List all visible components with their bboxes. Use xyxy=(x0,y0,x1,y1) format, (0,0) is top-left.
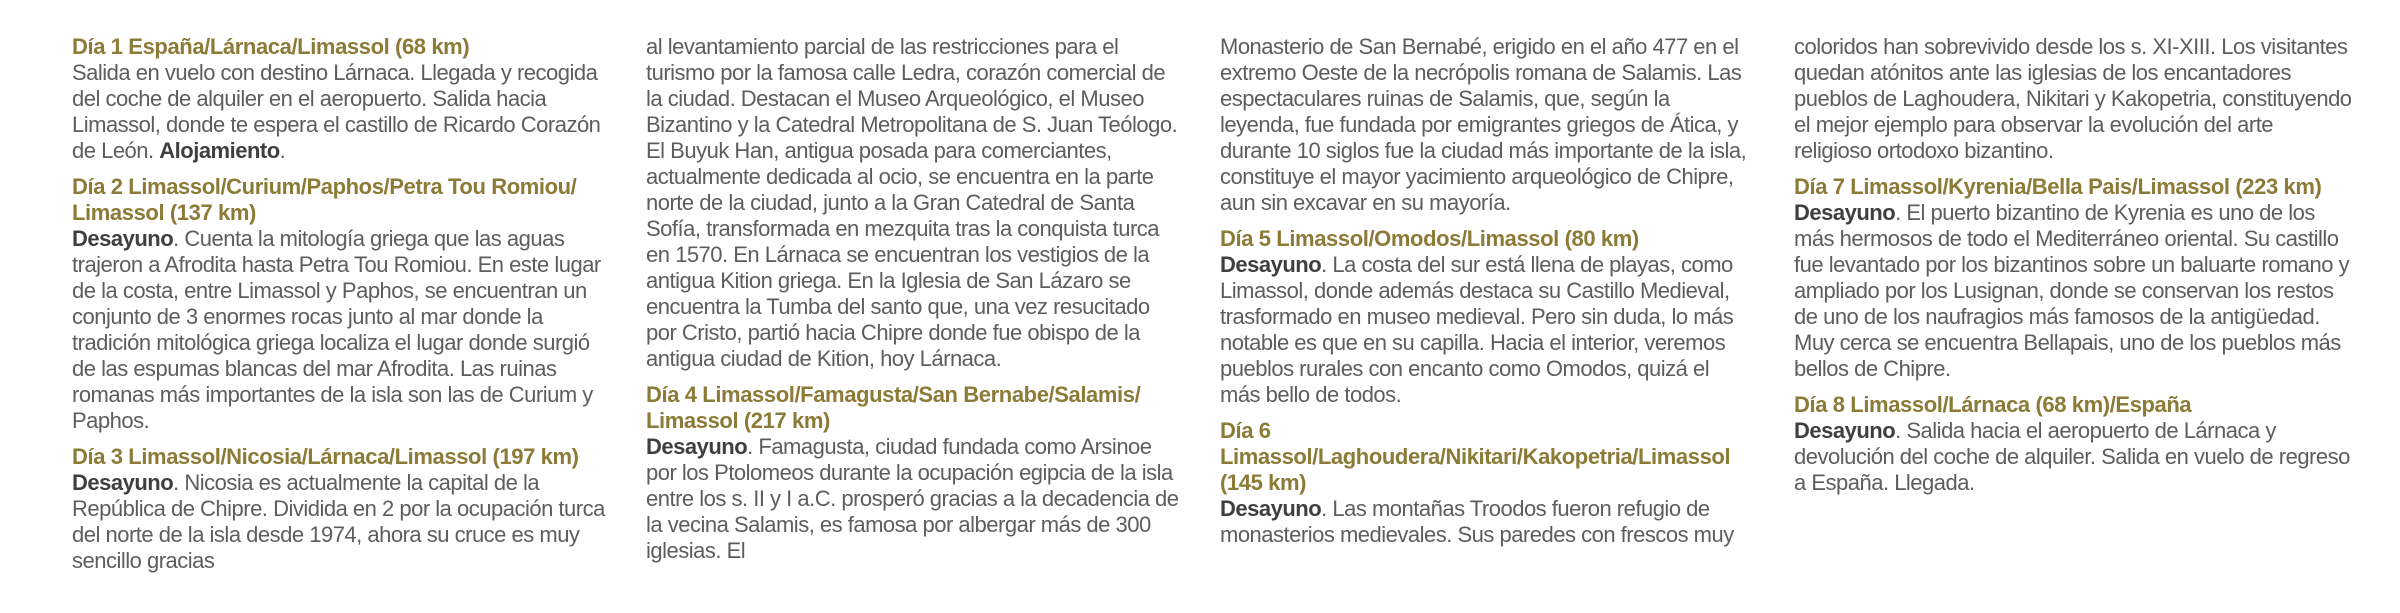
day-2-title: Día 2 Limassol/Curium/Paphos/Petra Tou Romiou/ Limassol (137 km) xyxy=(72,174,577,225)
day-1-accommodation: Alojamiento xyxy=(159,138,280,163)
day-1-body: Salida en vuelo con destino Lárnaca. Llegada y recogida del coche de alquiler en el aeropuerto. Salida hacia Limassol, donde te espera el castillo de Ricardo Corazón de León. xyxy=(72,60,601,163)
day-7-title: Día 7 Limassol/Kyrenia/Bella Pais/Limassol (223 km) xyxy=(1794,174,2322,199)
day-1-block xyxy=(72,34,606,164)
day-4-continued-text: Monasterio de San Bernabé, erigido en el año 477 en el extremo Oeste de la necrópolis romana de Salamis. Las espectaculares ruinas de Salamis, que, según la leyenda, fue fundada por emigrantes griegos de Ática, y durante 10 siglos fue la ciudad más importante de la isla, constituye el mayor yacimiento arqueológico de Chipre, aun sin excavar en su mayoría. xyxy=(1220,34,1747,215)
column-2 xyxy=(646,34,1180,613)
day-5-meal: Desayuno xyxy=(1220,252,1322,277)
day-4-title: Día 4 Limassol/Famagusta/San Bernabe/Salamis/ Limassol (217 km) xyxy=(646,382,1141,433)
day-1-title: Día 1 España/Lárnaca/Limassol (68 km) xyxy=(72,34,470,59)
day-3-block xyxy=(72,444,606,574)
day-5-text xyxy=(1220,252,1754,408)
day-8-block xyxy=(1794,392,2354,496)
day-4-body: . Famagusta, ciudad fundada como Arsinoe por los Ptolomeos durante la ocupación egipcia de la isla entre los s. II y I a.C. prosperó gracias a la decadencia de la vecina Salamis, es famosa por albergar más de 300 iglesias. El xyxy=(646,434,1179,563)
day-4-meal: Desayuno xyxy=(646,434,748,459)
day-1-text xyxy=(72,60,606,164)
day-3-body: . Nicosia es actualmente la capital de la República de Chipre. Dividida en 2 por la ocupación turca del norte de la isla desde 1974, ahora su cruce es muy sencillo gracias xyxy=(72,470,605,573)
day-8-text xyxy=(1794,418,2354,496)
column-3 xyxy=(1220,34,1754,613)
day-6-continued-block xyxy=(1794,34,2354,164)
column-1 xyxy=(72,34,606,613)
day-2-text xyxy=(72,226,606,434)
day-4-block xyxy=(646,382,1180,564)
day-2-meal: Desayuno xyxy=(72,226,174,251)
day-3-continued-block xyxy=(646,34,1180,372)
day-5-block xyxy=(1220,226,1754,408)
day-3-meal: Desayuno xyxy=(72,470,174,495)
day-3-continued-text: al levantamiento parcial de las restricciones para el turismo por la famosa calle Ledra, corazón comercial de la ciudad. Destacan el Museo Arqueológico, el Museo Bizantino y la Catedral Metropolitana de S. Juan Teólogo. El Buyuk Han, antigua posada para comerciantes, actualmente dedicada al ocio, se encuentra en la parte norte de la ciudad, junto a la Gran Catedral de Santa Sofía, transformada en mezquita tras la conquista turca en 1570. En Lárnaca se encuentran los vestigios de la antigua Kition griega. En la Iglesia de San Lázaro se encuentra la Tumba del santo que, una vez resucitado por Cristo, partió hacia Chipre donde fue obispo de la antigua ciudad de Kition, hoy Lárnaca. xyxy=(646,34,1178,371)
day-1-tail: . xyxy=(279,138,286,163)
day-5-title: Día 5 Limassol/Omodos/Limassol (80 km) xyxy=(1220,226,1639,251)
day-7-text xyxy=(1794,200,2354,382)
day-8-meal: Desayuno xyxy=(1794,418,1896,443)
day-6-meal: Desayuno xyxy=(1220,496,1322,521)
day-7-block xyxy=(1794,174,2354,382)
day-7-meal: Desayuno xyxy=(1794,200,1896,225)
day-6-body: . Las montañas Troodos fueron refugio de monasterios medievales. Sus paredes con frescos muy xyxy=(1220,496,1734,547)
day-3-text xyxy=(72,470,606,574)
day-6-text xyxy=(1220,496,1754,548)
day-8-body: . Salida hacia el aeropuerto de Lárnaca y devolución del coche de alquiler. Salida en vuelo de regreso a España. Llegada. xyxy=(1794,418,2350,495)
day-4-text xyxy=(646,434,1180,564)
day-6-continued-text: coloridos han sobrevivido desde los s. XI-XIII. Los visitantes quedan atónitos ante las iglesias de los encantadores pueblos de Laghoudera, Nikitari y Kakopetria, constituyendo el mejor ejemplo para observar la evolución del arte religioso ortodoxo bizantino. xyxy=(1794,34,2352,163)
day-2-block xyxy=(72,174,606,434)
column-4 xyxy=(1794,34,2354,613)
day-2-body: . Cuenta la mitología griega que las aguas trajeron a Afrodita hasta Petra Tou Romiou. En este lugar de la costa, entre Limassol y Paphos, se encuentran un conjunto de 3 enormes rocas junto al mar donde la tradición mitológica griega localiza el lugar donde surgió de las espumas blancas del mar Afrodita. Las ruinas romanas más importantes de la isla son las de Curium y Paphos. xyxy=(72,226,601,433)
day-4-continued-block xyxy=(1220,34,1754,216)
day-5-body: . La costa del sur está llena de playas, como Limassol, donde además destaca su Castillo Medieval, trasformado en museo medieval. Pero sin duda, lo más notable es que en su capilla. Hacia el interior, veremos pueblos rurales con encanto como Omodos, quizá el más bello de todos. xyxy=(1220,252,1734,407)
day-6-block xyxy=(1220,418,1754,548)
day-8-title: Día 8 Limassol/Lárnaca (68 km)/España xyxy=(1794,392,2192,417)
day-7-body: . El puerto bizantino de Kyrenia es uno de los más hermosos de todo el Mediterráneo oriental. Su castillo fue levantado por los bizantinos sobre un baluarte romano y ampliado por los Lusignan, donde se conservan los restos de uno de los naufragios más famosos de la antigüedad. Muy cerca se encuentra Bellapais, uno de los pueblos más bellos de Chipre. xyxy=(1794,200,2350,381)
day-6-title: Día 6 Limassol/Laghoudera/Nikitari/Kakopetria/Limassol (145 km) xyxy=(1220,418,1731,495)
day-3-title: Día 3 Limassol/Nicosia/Lárnaca/Limassol (197 km) xyxy=(72,444,579,469)
